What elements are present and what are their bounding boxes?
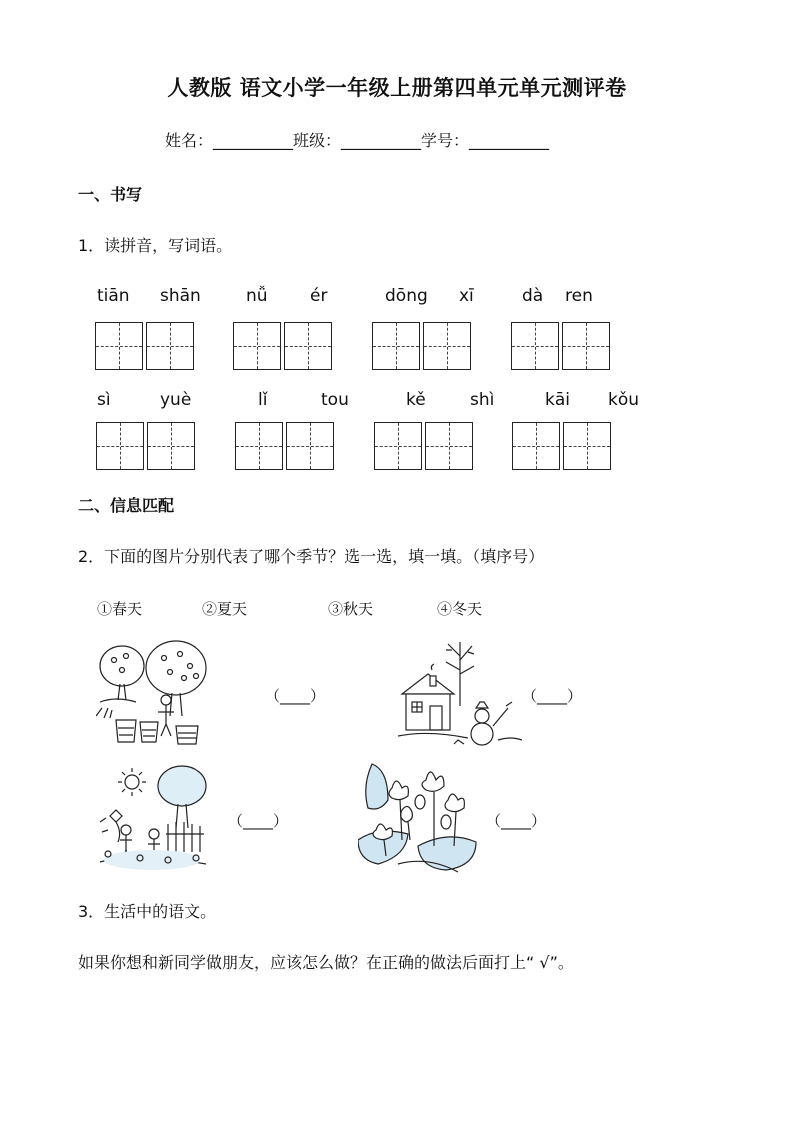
pinyin: xī — [459, 286, 474, 306]
question-3-text: 如果你想和新同学做朋友，应该怎么做？在正确的做法后面打上“ √”。 — [78, 953, 574, 972]
writing-grid-cell[interactable] — [95, 322, 143, 370]
pinyin: lǐ — [258, 390, 268, 410]
question-3: 3．生活中的语文。 — [78, 902, 217, 921]
writing-grid-cell[interactable] — [423, 322, 471, 370]
season-option-autumn: ③秋天 — [328, 600, 374, 618]
writing-grid-cell[interactable] — [372, 322, 420, 370]
answer-blank[interactable]: （____） — [486, 812, 547, 830]
answer-blank[interactable]: （____） — [265, 687, 326, 705]
writing-grid-cell[interactable] — [286, 422, 334, 470]
spring-garden-kite-picture — [96, 762, 211, 874]
pinyin: kǒu — [608, 390, 640, 410]
writing-grid-cell[interactable] — [284, 322, 332, 370]
writing-grid-cell[interactable] — [233, 322, 281, 370]
pinyin: yuè — [160, 390, 192, 410]
pinyin: tiān — [97, 286, 130, 306]
pinyin: tou — [321, 390, 349, 410]
answer-blank[interactable]: （____） — [228, 812, 289, 830]
season-option-spring: ①春天 — [97, 600, 143, 618]
season-option-summer: ②夏天 — [202, 600, 248, 618]
question-1: 1．读拼音，写词语。 — [78, 236, 233, 255]
pinyin: kāi — [545, 390, 570, 410]
writing-grid-cell[interactable] — [425, 422, 473, 470]
writing-grid-cell[interactable] — [147, 422, 195, 470]
writing-grid-cell[interactable] — [235, 422, 283, 470]
pinyin: ren — [565, 286, 593, 306]
writing-grid-cell[interactable] — [562, 322, 610, 370]
lotus-pond-picture — [358, 760, 478, 876]
writing-grid-cell[interactable] — [96, 422, 144, 470]
pinyin: sì — [97, 390, 111, 410]
pinyin: shān — [160, 286, 201, 306]
pinyin: nǚ — [246, 286, 268, 306]
writing-grid-cell[interactable] — [563, 422, 611, 470]
pinyin: dōng — [385, 286, 428, 306]
writing-grid-cell[interactable] — [374, 422, 422, 470]
page-title: 人教版 语文小学一年级上册第四单元单元测评卷 — [167, 76, 627, 100]
pinyin: dà — [522, 286, 544, 306]
writing-grid-cell[interactable] — [511, 322, 559, 370]
answer-blank[interactable]: （____） — [522, 687, 583, 705]
student-info-line: 姓名：__________班级：__________学号：__________ — [165, 131, 550, 150]
pinyin: ér — [310, 286, 328, 306]
writing-grid-cell[interactable] — [146, 322, 194, 370]
question-2: 2．下面的图片分别代表了哪个季节？选一选，填一填。（填序号） — [78, 547, 545, 566]
winter-house-snowman-picture — [398, 636, 523, 750]
apple-tree-harvest-picture — [96, 638, 211, 748]
pinyin: shì — [470, 390, 495, 410]
writing-grid-cell[interactable] — [512, 422, 560, 470]
section-2-heading: 二、信息匹配 — [78, 496, 175, 515]
season-option-winter: ④冬天 — [437, 600, 483, 618]
section-1-heading: 一、书写 — [78, 185, 143, 204]
pinyin: kě — [406, 390, 426, 410]
